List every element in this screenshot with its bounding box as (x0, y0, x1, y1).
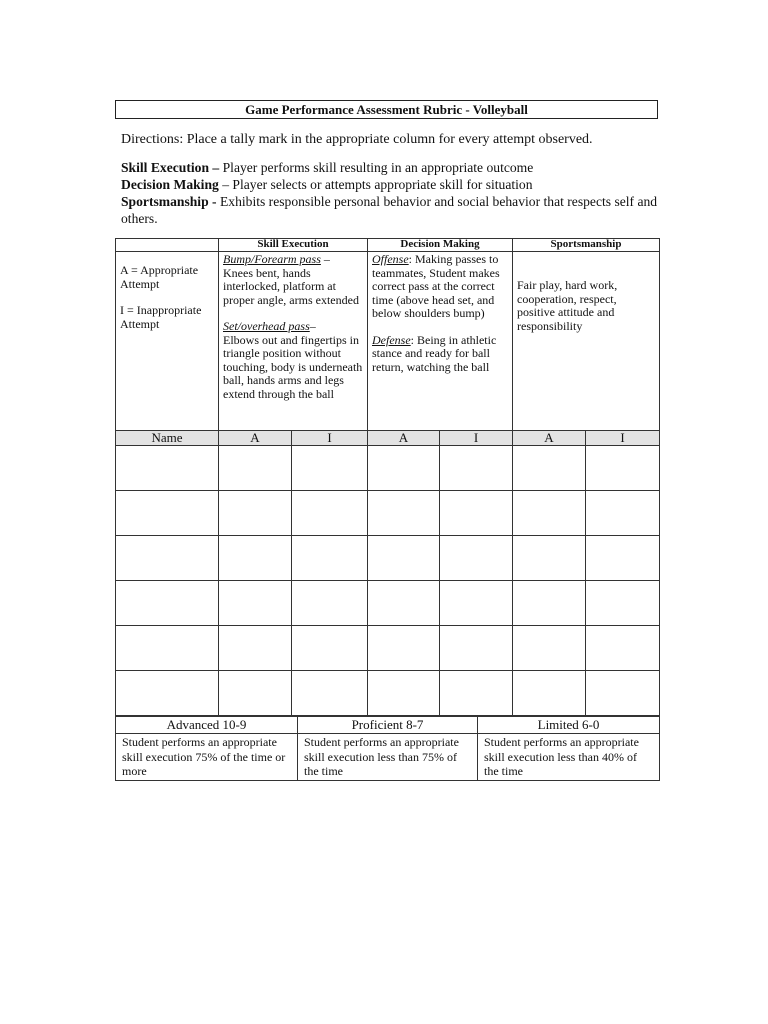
definition-term: Sportsmanship (121, 194, 209, 209)
definition-term: Decision Making (121, 177, 219, 192)
tally-cell[interactable] (292, 536, 368, 581)
tally-cell[interactable] (368, 671, 440, 716)
bump-pass-criteria (223, 253, 363, 307)
column-name: Name (116, 431, 219, 446)
decision-making-description (368, 252, 513, 431)
skill-execution-description (219, 252, 368, 431)
tally-cell[interactable] (292, 491, 368, 536)
level-proficient-text: Student performs an appropriate skill execution less than 75% of the time (298, 734, 478, 781)
header-sportsmanship: Sportsmanship (513, 239, 660, 252)
tally-cell[interactable] (368, 626, 440, 671)
tally-cell[interactable] (513, 671, 586, 716)
tally-cell[interactable] (292, 671, 368, 716)
tally-cell[interactable] (219, 581, 292, 626)
tally-cell[interactable] (292, 446, 368, 491)
tally-cell[interactable] (368, 536, 440, 581)
header-skill-execution: Skill Execution (219, 239, 368, 252)
tally-cell[interactable] (586, 581, 660, 626)
tally-cell[interactable] (440, 491, 513, 536)
definition-separator: – (218, 177, 233, 192)
tally-cell[interactable] (368, 491, 440, 536)
set-pass-criteria (223, 320, 363, 401)
tally-cell[interactable] (513, 581, 586, 626)
bump-pass-text: Knees bent, hands interlocked, platform at proper angle, arms extended (223, 265, 359, 307)
column-sportsmanship-a: A (513, 431, 586, 446)
name-cell[interactable] (116, 581, 219, 626)
column-decision-a: A (368, 431, 440, 446)
column-sportsmanship-i: I (586, 431, 660, 446)
definition-text: Player selects or attempts appropriate skill for situation (232, 177, 533, 192)
tally-cell[interactable] (219, 491, 292, 536)
tally-cell[interactable] (513, 536, 586, 581)
level-proficient-label: Proficient 8-7 (298, 717, 478, 734)
tally-cell[interactable] (513, 491, 586, 536)
criteria-description-row (116, 252, 660, 431)
name-cell[interactable] (116, 671, 219, 716)
column-skill-a: A (219, 431, 292, 446)
tally-cell[interactable] (219, 671, 292, 716)
defense-criteria (372, 334, 508, 375)
tally-cell[interactable] (440, 536, 513, 581)
header-empty-cell (116, 239, 219, 252)
directions-text: Directions: Place a tally mark in the appropriate column for every attempt observed. (121, 132, 593, 147)
level-limited-label: Limited 6-0 (478, 717, 660, 734)
offense-criteria (372, 253, 508, 321)
tally-cell[interactable] (440, 626, 513, 671)
tally-cell[interactable] (440, 671, 513, 716)
level-limited-text: Student performs an appropriate skill execution less than 40% of the time (478, 734, 660, 781)
tally-cell[interactable] (586, 491, 660, 536)
tally-cell[interactable] (219, 446, 292, 491)
tally-cell[interactable] (586, 536, 660, 581)
offense-text: : Making passes to teammates, Student makes correct pass at the correct time (above head set, and below shoulders bump) (372, 252, 500, 320)
bump-pass-separator: – (320, 252, 330, 266)
legend-inappropriate: I = Inappropriate Attempt (120, 303, 202, 331)
tally-cell[interactable] (219, 626, 292, 671)
tally-cell[interactable] (440, 446, 513, 491)
name-cell[interactable] (116, 626, 219, 671)
student-row (116, 626, 660, 671)
tally-cell[interactable] (292, 581, 368, 626)
level-advanced-text: Student performs an appropriate skill execution 75% of the time or more (116, 734, 298, 781)
page-title: Game Performance Assessment Rubric - Volleyball (115, 100, 658, 119)
definition-sportsmanship (121, 193, 661, 227)
levels-header-row (116, 717, 660, 734)
tally-cell[interactable] (440, 581, 513, 626)
level-advanced-label: Advanced 10-9 (116, 717, 298, 734)
offense-title: Offense (372, 252, 409, 266)
header-decision-making: Decision Making (368, 239, 513, 252)
tally-cell[interactable] (513, 626, 586, 671)
definitions (121, 159, 661, 227)
criteria-header-row (116, 239, 660, 252)
name-cell[interactable] (116, 536, 219, 581)
tally-cell[interactable] (292, 626, 368, 671)
definition-separator: – (209, 160, 223, 175)
definition-text: Exhibits responsible personal behavior and social behavior that respects self and others. (121, 194, 658, 226)
set-pass-separator: – (309, 319, 316, 333)
tally-cell[interactable] (586, 446, 660, 491)
definition-skill-execution (121, 159, 661, 176)
set-pass-text: Elbows out and fingertips in triangle position without touching, body is underneath ball, hands arms and legs extend through the ball (223, 332, 363, 401)
definition-decision-making (121, 176, 661, 193)
definition-term: Skill Execution (121, 160, 210, 175)
sportsmanship-text: Fair play, hard work, cooperation, respect, positive attitude and responsibility (517, 278, 618, 333)
bump-pass-title: Bump/Forearm pass (223, 252, 321, 266)
name-cell[interactable] (116, 446, 219, 491)
column-skill-i: I (292, 431, 368, 446)
student-row (116, 536, 660, 581)
name-cell[interactable] (116, 491, 219, 536)
tally-cell[interactable] (513, 446, 586, 491)
levels-description-row (116, 734, 660, 781)
tally-cell[interactable] (586, 671, 660, 716)
column-header-row (116, 431, 660, 446)
definition-text: Player performs skill resulting in an appropriate outcome (222, 160, 534, 175)
definition-separator: - (208, 194, 220, 209)
tally-cell[interactable] (586, 626, 660, 671)
legend-cell (116, 252, 219, 431)
tally-cell[interactable] (368, 581, 440, 626)
rubric-table (115, 238, 660, 716)
tally-cell[interactable] (368, 446, 440, 491)
column-decision-i: I (440, 431, 513, 446)
set-pass-title: Set/overhead pass (223, 319, 310, 333)
student-row (116, 671, 660, 716)
defense-text: : Being in athletic stance and ready for ball return, watching the ball (372, 332, 497, 374)
student-row (116, 581, 660, 626)
sportsmanship-description (513, 252, 660, 431)
student-row (116, 491, 660, 536)
tally-cell[interactable] (219, 536, 292, 581)
student-row (116, 446, 660, 491)
defense-title: Defense (372, 332, 411, 347)
performance-levels-table (115, 716, 660, 781)
legend-appropriate: A = Appropriate Attempt (120, 263, 199, 291)
